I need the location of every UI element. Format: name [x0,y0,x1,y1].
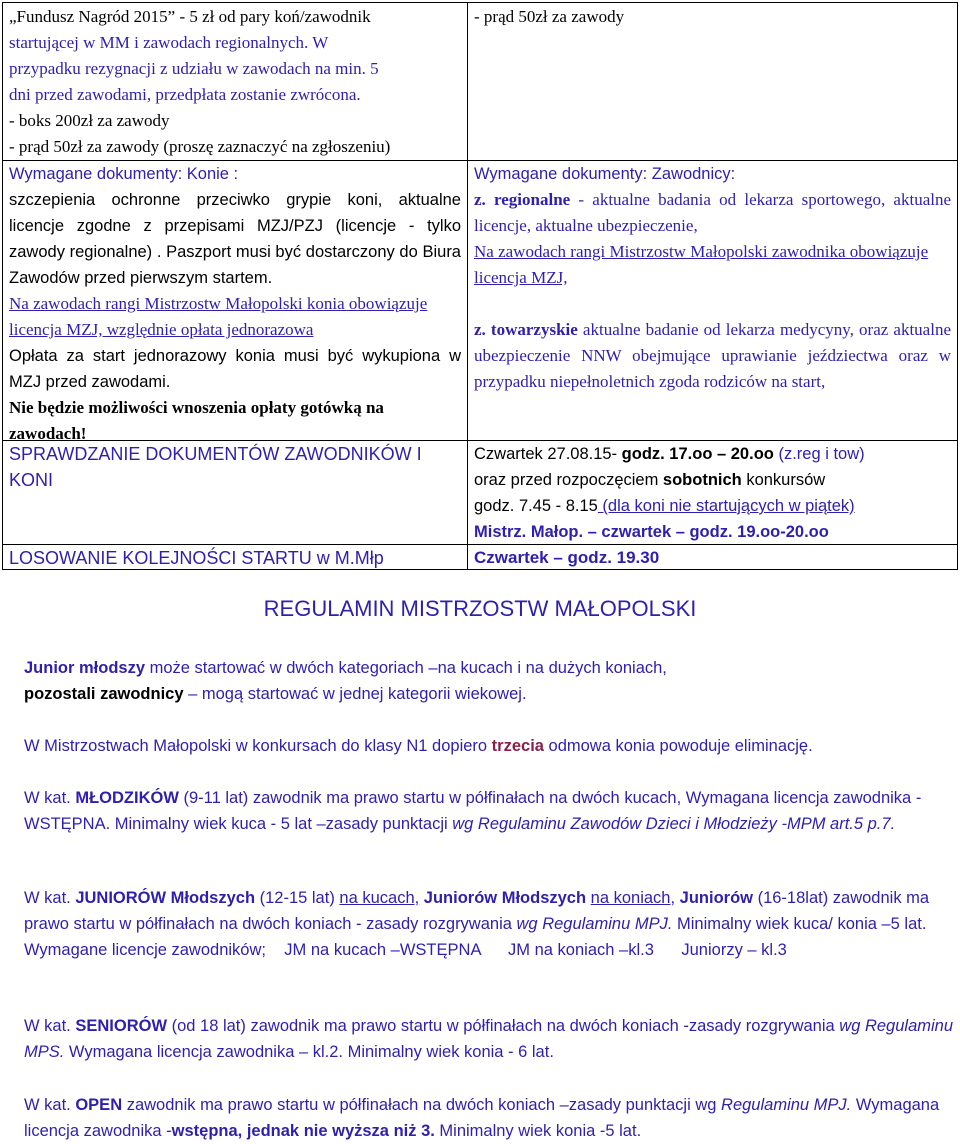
schedule-line-1 [474,441,951,467]
juniors-age: (12-15 lat) [255,889,340,907]
draw-title: LOSOWANIE KOLEJNOŚCI STARTU w M.Młp [9,548,384,568]
doc-check-title: SPRAWDZANIE DOKUMENTÓW ZAWODNIKÓW I KONI [9,444,422,490]
horse-docs-cell [3,161,467,447]
rider-license-note: Na zawodach rangi Mistrzostw Małopolski zawodnika obowiązuje licencja MZJ, [474,242,929,287]
cat-seniors: SENIORÓW [75,1017,168,1035]
elimination-third: trzecia [491,737,544,755]
fees-cell [3,4,467,160]
fees-line: startującej w MM i zawodach regionalnych. W [9,33,329,52]
juniors-rules: wg Regulaminu MPJ. [516,915,673,933]
fees-line: - boks 200zł za zawody [9,111,170,130]
regional-label: z. regionalne [474,190,571,209]
open-license: Wymagana licencja zawodnika - [24,1096,940,1140]
fees-line: przypadku rezygnacji z udziału w zawodach na min. 5 [9,59,379,78]
para-seniors [24,1013,954,1065]
cat-prefix: W kat. [24,789,76,807]
open-min-age: Minimalny wiek konia -5 lat. [434,1122,642,1140]
seniors-text: (od 18 lat) zawodnik ma prawo startu w półfinałach na dwóch koniach -zasady rozgrywania [167,1017,840,1035]
friendly-docs [474,317,951,395]
fees-line: „Fundusz Nagród 2015” - 5 zł od pary koń/zawodnik [9,7,371,26]
cat-prefix: W kat. [24,1017,76,1035]
junior-label: Junior młodszy [24,659,146,677]
cat-prefix: W kat. [24,1096,76,1114]
regional-text: - aktualne badania od lekarza sportowego, aktualne licencje, aktualne ubezpieczenie, [474,190,952,235]
schedule-line-4: Mistrz. Małop. – czwartek – godz. 19.oo-20.oo [474,523,829,541]
friendly-text: aktualne badanie od lekarza medycyny, oraz aktualne ubezpieczenie NNW obejmujące uprawianie jeździectwa oraz w przypadku niepełnoletnich zgoda rodziców na start, [474,320,951,391]
schedule-note: (dla koni nie startujących w piątek) [597,497,855,515]
para-mlodzicy [24,785,954,837]
para-juniors [24,885,954,963]
schedule-time-morning: godz. 7.45 - 8.15 [474,497,598,515]
seniors-rules: wg Regulaminu MPS. [24,1017,954,1061]
schedule-time-start: godz. 17.oo [621,445,717,463]
draw-time: Czwartek – godz. 19.30 [474,548,660,567]
one-time-fee-text: Opłata za start jednorazowy konia musi być wykupiona w MZJ przed zawodami. [9,347,461,391]
others-label: pozostali zawodnicy [24,685,184,703]
elimination-text: odmowa konia powoduje eliminację. [543,737,813,755]
doc-check-schedule [468,441,957,545]
open-text: zawodnik ma prawo startu w półfinałach na dwóch koniach –zasady punktacji wg [122,1096,722,1114]
fees-line: - prąd 50zł za zawody (proszę zaznaczyć na zgłoszeniu) [9,137,391,156]
cat-open: OPEN [75,1096,123,1114]
juniors-licenses: Wymagane licencje zawodników; JM na kucach –WSTĘPNA JM na koniach –kl.3 Juniorzy – kl.3 [24,941,787,959]
draw-time-cell [468,545,957,571]
para-elimination [24,733,954,759]
schedule-saturday: sobotnich [662,471,742,489]
schedule-text: konkursów [741,471,826,489]
schedule-note: (z.reg i tow) [773,445,865,463]
juniors-horses: na koniach, [590,889,676,907]
schedule-line-2 [474,467,951,493]
elimination-text: W Mistrzostwach Małopolski w konkursach do klasy N1 dopiero [24,737,492,755]
no-cash-warning: Nie będzie możliwości wnoszenia opłaty gotówką na zawodach! [9,398,384,443]
mlodzicy-rules: wg Regulaminu Zawodów Dzieci i Młodzieży -MPM art.5 p.7. [452,815,896,833]
power-fee: - prąd 50zł za zawody [474,7,625,26]
seniors-license: Wymagana licencja zawodnika – kl.2. Minimalny wiek konia - 6 lat. [64,1043,554,1061]
page-title: REGULAMIN MISTRZOSTW MAŁOPOLSKI [263,596,697,621]
rider-docs-heading: Wymagane dokumenty: Zawodnicy: [474,165,736,183]
friendly-label: z. towarzyskie [474,320,578,339]
cat-junior-mlodszy: JUNIORÓW Młodszych [75,889,256,907]
schedule-text: oraz przed rozpoczęciem [474,471,663,489]
schedule-time-end: – 20.oo [717,445,774,463]
cat-mlodzicy: MŁODZIKÓW [75,789,179,807]
cat-juniors: Juniorów [675,889,753,907]
regional-docs [474,187,951,239]
para-categories [24,655,954,707]
juniors-min-age: Minimalny wiek kuca/ konia –5 lat. [672,915,927,933]
schedule-line-3 [474,493,951,519]
open-rules: Regulaminu MPJ. [721,1096,852,1114]
horse-docs-heading: Wymagane dokumenty: Konie : [9,165,239,183]
schedule-date: Czwartek 27.08.15- [474,445,622,463]
info-table [2,2,958,570]
doc-check-cell [3,441,467,493]
draw-cell [3,545,467,571]
mlodzicy-text: (9-11 lat) zawodnik ma prawo startu w półfinałach na dwóch kucach, Wymagana licencja zawodnika -WSTĘPNA. Minimalny wiek kuca - 5 lat –zasady punktacji [24,789,922,833]
fees-right-cell [468,4,957,30]
others-text: – mogą startować w jednej kategorii wiekowej. [183,685,527,703]
juniors-ponies: na kucach, [339,889,420,907]
junior-text: może startować w dwóch kategoriach –na kucach i na dużych koniach, [145,659,667,677]
horse-license-note: Na zawodach rangi Mistrzostw Małopolski konia obowiązuje licencja MZJ, względnie opłata jednorazowa [9,294,428,339]
horse-docs-text: szczepienia ochronne przeciwko grypie koni, aktualne licencje zgodne z przepisami MZJ/PZJ (licencje - tylko zawody regionalne) . Paszport musi być dostarczony do Biura Zawodów przed pierwszym startem. [9,191,461,287]
cat-junior-mlodszy: Juniorów Młodszych [419,889,587,907]
cat-prefix: W kat. [24,889,76,907]
juniors-text: (16-18lat) zawodnik ma prawo startu w półfinałach na dwóch koniach - zasady rozgrywania [24,889,930,933]
para-open [24,1092,954,1144]
open-license-level: wstępna, jednak nie wyższa niż 3. [171,1122,435,1140]
rider-docs-cell [468,161,957,395]
fees-line: dni przed zawodami, przedpłata zostanie zwrócona. [9,85,361,104]
